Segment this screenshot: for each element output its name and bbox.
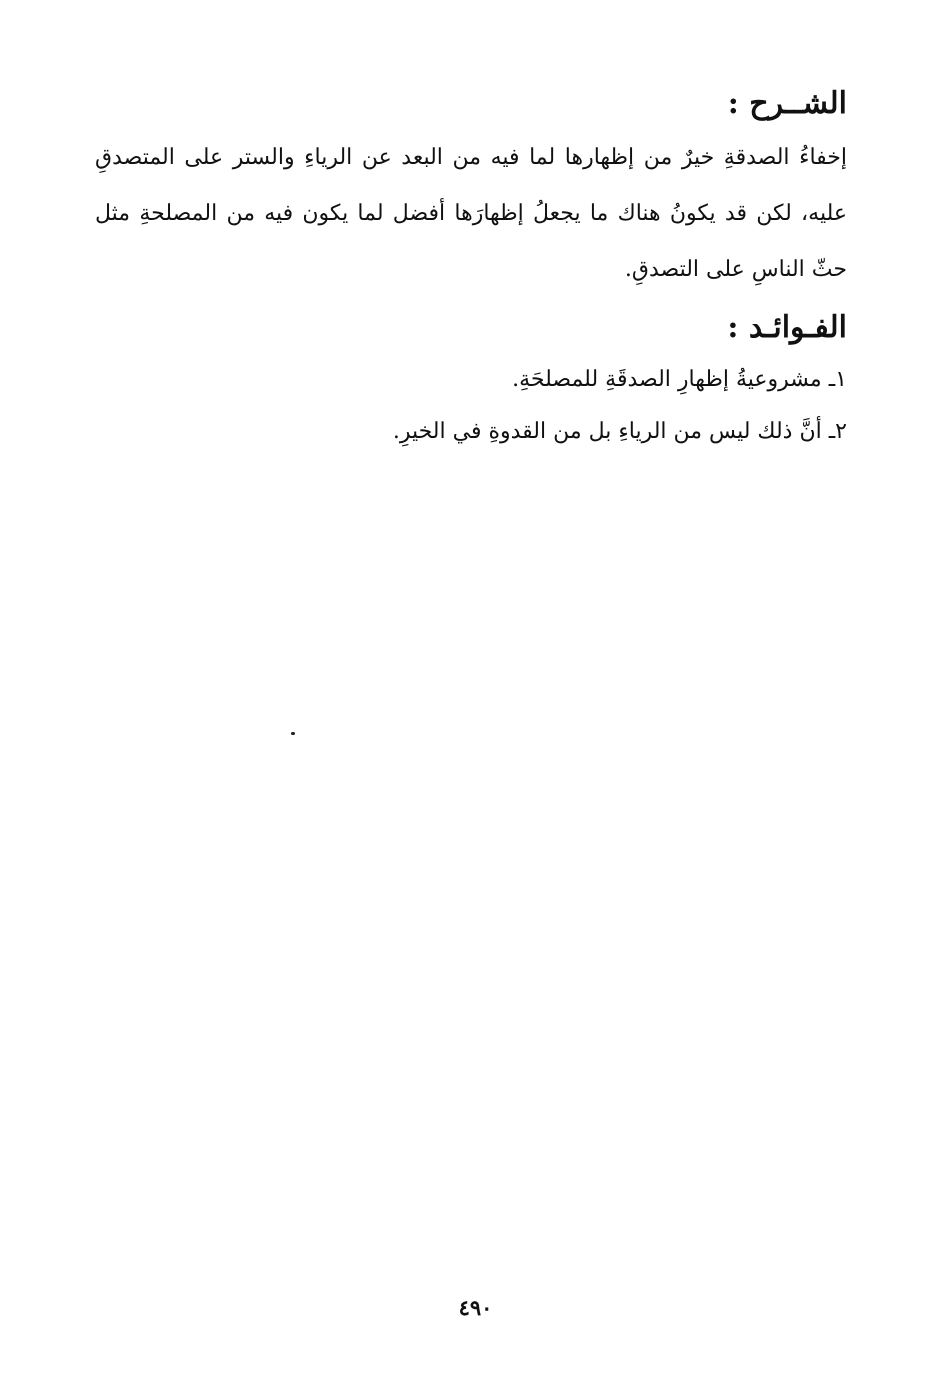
benefit-item-1: ١ـ مشروعيةُ إظهارِ الصدقَةِ للمصلحَةِ. (512, 367, 847, 392)
page-number: ٤٩٠ (458, 1295, 493, 1320)
page-content (95, 78, 847, 458)
ink-speck (291, 732, 295, 735)
explanation-heading: الشــرح : (727, 86, 847, 121)
explanation-paragraph: إخفاءُ الصدقةِ خيرٌ من إظهارها لما فيه من البعد عن الرياءِ والستر على المتصدقِ عليه، لكن قد يكونُ هناك ما يجعلُ إظهارَها أفضل لما يكون فيه من المصلحةِ مثل حثّ الناسِ على التصدقِ. (95, 145, 847, 282)
benefits-list (95, 354, 847, 458)
benefits-heading: الفـوائـد : (727, 310, 847, 345)
benefit-item-2: ٢ـ أنَّ ذلك ليس من الرياءِ بل من القدوةِ في الخيرِ. (392, 419, 847, 444)
